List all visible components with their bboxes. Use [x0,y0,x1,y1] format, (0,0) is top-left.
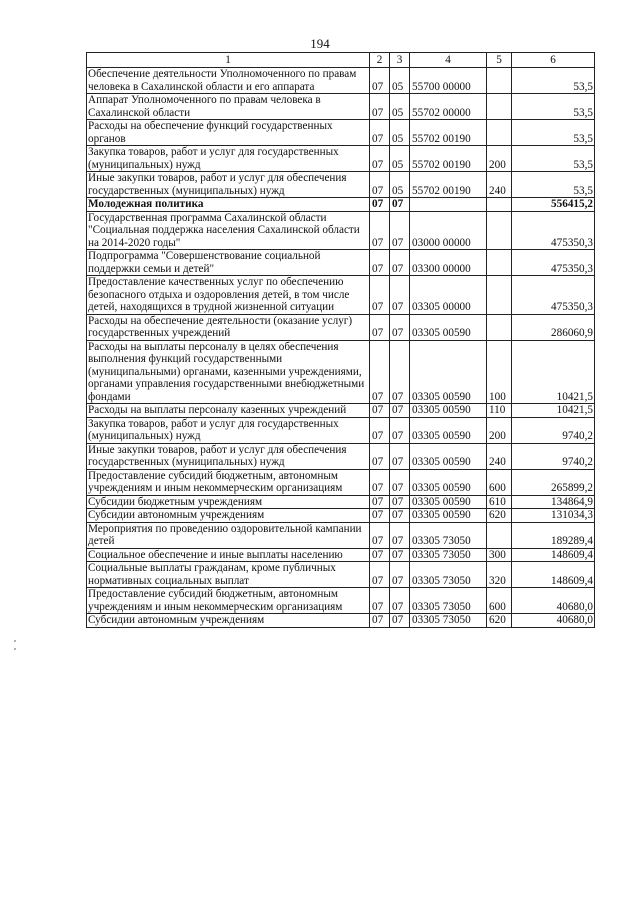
cell-subsection: 05 [390,146,410,172]
cell-target-article [410,198,487,212]
cell-name: Мероприятия по проведению оздоровительной кампании детей [87,522,370,548]
cell-subsection: 07 [390,469,410,495]
cell-name: Предоставление субсидий бюджетным, автономным учреждениям и иным некоммерческим организациям [87,588,370,614]
cell-expense-type: 240 [487,172,512,198]
budget-table [86,52,595,628]
cell-name: Субсидии автономным учреждениям [87,614,370,628]
table-body [87,68,595,628]
cell-target-article: 03305 00590 [410,495,487,509]
cell-amount: 53,5 [512,120,595,146]
cell-amount: 475350,3 [512,250,595,276]
cell-target-article: 03305 73050 [410,562,487,588]
cell-section: 07 [370,120,390,146]
cell-amount: 148609,4 [512,562,595,588]
cell-name: Иные закупки товаров, работ и услуг для обеспечения государственных (муниципальных) нужд [87,172,370,198]
cell-section: 07 [370,548,390,562]
cell-section: 07 [370,340,390,404]
cell-target-article: 03305 00590 [410,417,487,443]
cell-section: 07 [370,314,390,340]
cell-target-article: 03305 73050 [410,588,487,614]
cell-subsection: 07 [390,614,410,628]
cell-name: Расходы на выплаты персоналу казенных учреждений [87,404,370,418]
cell-name: Социальные выплаты гражданам, кроме публичных нормативных социальных выплат [87,562,370,588]
cell-section: 07 [370,522,390,548]
cell-section: 07 [370,172,390,198]
cell-amount: 53,5 [512,146,595,172]
cell-subsection: 05 [390,120,410,146]
table-row [87,276,595,315]
cell-expense-type: 610 [487,495,512,509]
cell-subsection: 07 [390,404,410,418]
cell-name: Обеспечение деятельности Уполномоченного по правам человека в Сахалинской области и его аппарата [87,68,370,94]
cell-amount: 40680,0 [512,588,595,614]
cell-subsection: 07 [390,250,410,276]
cell-subsection: 07 [390,198,410,212]
cell-target-article: 03305 00590 [410,469,487,495]
cell-expense-type [487,198,512,212]
table-row [87,404,595,418]
cell-amount: 134864,9 [512,495,595,509]
cell-expense-type: 240 [487,443,512,469]
cell-expense-type: 620 [487,509,512,523]
cell-target-article: 03305 00590 [410,314,487,340]
table-row [87,417,595,443]
cell-section: 07 [370,469,390,495]
cell-section: 07 [370,417,390,443]
cell-section: 07 [370,495,390,509]
cell-section: 07 [370,614,390,628]
cell-target-article: 03305 73050 [410,614,487,628]
cell-amount: 131034,3 [512,509,595,523]
table-row [87,340,595,404]
cell-expense-type [487,522,512,548]
cell-amount: 10421,5 [512,340,595,404]
cell-subsection: 07 [390,211,410,250]
table-row [87,522,595,548]
cell-amount: 53,5 [512,94,595,120]
cell-amount: 475350,3 [512,211,595,250]
cell-name: Государственная программа Сахалинской области "Социальная поддержка населения Сахалинской области на 2014-2020 годы" [87,211,370,250]
cell-amount: 53,5 [512,172,595,198]
cell-section: 07 [370,443,390,469]
cell-section: 07 [370,404,390,418]
cell-amount: 40680,0 [512,614,595,628]
cell-section: 07 [370,588,390,614]
table-row [87,120,595,146]
cell-name: Закупка товаров, работ и услуг для государственных (муниципальных) нужд [87,417,370,443]
cell-target-article: 03305 73050 [410,548,487,562]
cell-target-article: 55702 00190 [410,146,487,172]
cell-subsection: 07 [390,276,410,315]
cell-section: 07 [370,68,390,94]
cell-amount: 286060,9 [512,314,595,340]
cell-subsection: 07 [390,509,410,523]
table-row [87,509,595,523]
table-row [87,198,595,212]
cell-amount: 53,5 [512,68,595,94]
cell-expense-type [487,94,512,120]
header-col-6: 6 [512,53,595,68]
cell-amount: 475350,3 [512,276,595,315]
cell-subsection: 05 [390,172,410,198]
cell-expense-type: 300 [487,548,512,562]
table-row [87,469,595,495]
cell-expense-type [487,276,512,315]
header-col-3: 3 [390,53,410,68]
cell-target-article: 03305 00590 [410,404,487,418]
header-col-2: 2 [370,53,390,68]
cell-expense-type: 600 [487,469,512,495]
cell-target-article: 55702 00000 [410,94,487,120]
header-col-5: 5 [487,53,512,68]
cell-name: Расходы на обеспечение деятельности (оказание услуг) государственных учреждений [87,314,370,340]
cell-name: Предоставление качественных услуг по обеспечению безопасного отдыха и оздоровления детей, в том числе детей, находящихся в трудной жизненной ситуации [87,276,370,315]
margin-dot [14,640,16,642]
header-col-4: 4 [410,53,487,68]
cell-expense-type [487,314,512,340]
table-row [87,495,595,509]
cell-subsection: 07 [390,340,410,404]
cell-section: 07 [370,509,390,523]
table-row [87,588,595,614]
cell-amount: 148609,4 [512,548,595,562]
cell-section: 07 [370,94,390,120]
cell-name: Субсидии бюджетным учреждениям [87,495,370,509]
table-row [87,211,595,250]
table-row [87,548,595,562]
cell-expense-type [487,211,512,250]
cell-expense-type: 200 [487,146,512,172]
cell-amount: 10421,5 [512,404,595,418]
cell-target-article: 03305 73050 [410,522,487,548]
header-col-1: 1 [87,53,370,68]
table-row [87,443,595,469]
cell-expense-type: 200 [487,417,512,443]
cell-amount: 556415,2 [512,198,595,212]
cell-amount: 9740,2 [512,443,595,469]
table-row [87,172,595,198]
cell-subsection: 07 [390,548,410,562]
cell-subsection: 07 [390,522,410,548]
cell-expense-type: 320 [487,562,512,588]
cell-subsection: 07 [390,588,410,614]
cell-name: Аппарат Уполномоченного по правам человека в Сахалинской области [87,94,370,120]
cell-subsection: 07 [390,417,410,443]
cell-expense-type: 620 [487,614,512,628]
cell-amount: 265899,2 [512,469,595,495]
cell-amount: 189289,4 [512,522,595,548]
cell-target-article: 03305 00590 [410,443,487,469]
cell-target-article: 03305 00000 [410,276,487,315]
cell-name: Молодежная политика [87,198,370,212]
cell-expense-type [487,68,512,94]
cell-name: Закупка товаров, работ и услуг для государственных (муниципальных) нужд [87,146,370,172]
header-row [87,53,595,68]
table-row [87,314,595,340]
cell-section: 07 [370,211,390,250]
cell-target-article: 03300 00000 [410,250,487,276]
table-row [87,562,595,588]
page-number: 194 [310,36,330,51]
cell-expense-type: 100 [487,340,512,404]
cell-name: Расходы на обеспечение функций государственных органов [87,120,370,146]
cell-subsection: 05 [390,68,410,94]
cell-subsection: 07 [390,562,410,588]
cell-expense-type: 600 [487,588,512,614]
table-row [87,614,595,628]
margin-marks [14,640,17,643]
cell-expense-type [487,120,512,146]
cell-subsection: 07 [390,495,410,509]
table-row [87,94,595,120]
table-row [87,68,595,94]
cell-section: 07 [370,276,390,315]
cell-subsection: 07 [390,443,410,469]
cell-name: Субсидии автономным учреждениям [87,509,370,523]
cell-section: 07 [370,198,390,212]
margin-dot [14,648,16,650]
cell-section: 07 [370,562,390,588]
cell-subsection: 05 [390,94,410,120]
cell-target-article: 55702 00190 [410,120,487,146]
table-row [87,146,595,172]
cell-name: Расходы на выплаты персоналу в целях обеспечения выполнения функций государственными (муниципальными) органами, казенными учреждениями, органами управления государственными внебюджетными фондами [87,340,370,404]
cell-section: 07 [370,146,390,172]
cell-expense-type: 110 [487,404,512,418]
cell-expense-type [487,250,512,276]
cell-target-article: 55702 00190 [410,172,487,198]
cell-name: Социальное обеспечение и иные выплаты населению [87,548,370,562]
cell-amount: 9740,2 [512,417,595,443]
cell-target-article: 55700 00000 [410,68,487,94]
cell-target-article: 03305 00590 [410,340,487,404]
cell-target-article: 03305 00590 [410,509,487,523]
cell-name: Предоставление субсидий бюджетным, автономным учреждениям и иным некоммерческим организациям [87,469,370,495]
cell-name: Подпрограмма "Совершенствование социальной поддержки семьи и детей" [87,250,370,276]
cell-name: Иные закупки товаров, работ и услуг для обеспечения государственных (муниципальных) нужд [87,443,370,469]
cell-target-article: 03000 00000 [410,211,487,250]
cell-subsection: 07 [390,314,410,340]
table-row [87,250,595,276]
cell-section: 07 [370,250,390,276]
